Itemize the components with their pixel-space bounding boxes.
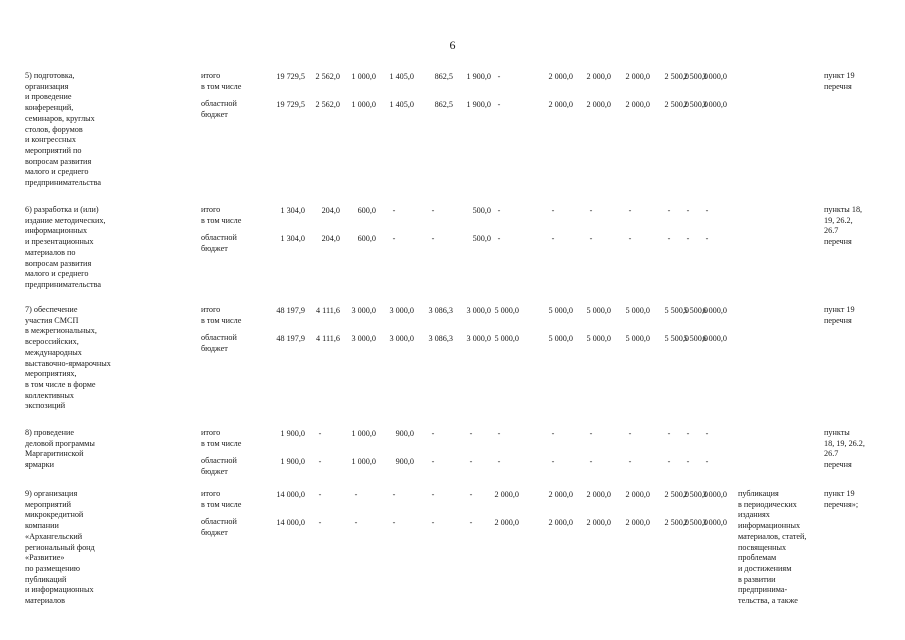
amount-cell: -	[705, 206, 709, 215]
funding-source-total	[201, 428, 261, 449]
activity-description	[25, 489, 137, 607]
result-line: предпринима-	[738, 585, 788, 595]
description-line: издание методических,	[25, 215, 106, 225]
amount-cell: -	[354, 490, 358, 499]
result-line: посвященных	[738, 542, 787, 552]
amount-cell: 2 000,0	[494, 490, 519, 499]
reference-line: перечня»;	[824, 499, 859, 509]
result-line: изданиях	[738, 510, 770, 520]
amount-cell: 5 500,0	[664, 334, 689, 343]
source-label: итого	[201, 305, 221, 314]
amount-cell: 1 405,0	[389, 100, 414, 109]
amount-cell: 5 500,0	[683, 334, 708, 343]
amount-cell: 2 000,0	[625, 100, 650, 109]
amount-cell: -	[551, 429, 555, 438]
amount-cell: -	[667, 457, 671, 466]
amount-cell: 900,0	[395, 457, 414, 466]
amount-cell: 1 405,0	[389, 72, 414, 81]
source-label: областной	[201, 517, 237, 526]
description-line: деловой программы	[25, 438, 95, 448]
amount-cell: 862,5	[434, 72, 453, 81]
list-reference	[824, 71, 884, 92]
description-line: Маргаритинской	[25, 449, 84, 459]
amount-cell: -	[354, 518, 358, 527]
reference-line: пункт 19	[824, 71, 855, 80]
description-line: 7) обеспечение	[25, 305, 78, 314]
funding-source-regional	[201, 233, 261, 254]
result-line: материалов, статей,	[738, 531, 807, 541]
description-line: «Развитие»	[25, 553, 65, 563]
amount-cell: -	[589, 234, 593, 243]
amount-cell: -	[705, 234, 709, 243]
amount-cell: -	[497, 206, 501, 215]
description-line: организация	[25, 81, 69, 91]
amount-cell: 2 000,0	[494, 518, 519, 527]
activity-description	[25, 428, 137, 471]
description-line: предпринимательства	[25, 279, 101, 289]
description-line: и информационных	[25, 585, 94, 595]
reference-line: 26.7	[824, 226, 839, 236]
description-line: семинаров, круглых	[25, 113, 95, 123]
amount-cell: 1 900,0	[280, 429, 305, 438]
result-line: в развитии	[738, 574, 776, 584]
amount-cell: 2 500,0	[683, 490, 708, 499]
amount-cell: 3 000,0	[702, 490, 727, 499]
amount-cell: 1 000,0	[351, 100, 376, 109]
activity-description	[25, 71, 137, 189]
funding-source-total	[201, 489, 261, 510]
amount-cell: -	[497, 234, 501, 243]
amount-cell: 5 000,0	[625, 306, 650, 315]
description-line: и конгрессных	[25, 135, 76, 145]
amount-cell: 5 000,0	[586, 334, 611, 343]
amount-cell: 3 086,3	[428, 334, 453, 343]
amount-cell: -	[469, 457, 473, 466]
amount-cell: 1 000,0	[351, 457, 376, 466]
amount-cell: -	[497, 100, 501, 109]
amount-cell: 19 729,5	[276, 100, 305, 109]
funding-source-regional	[201, 99, 261, 120]
amount-cell: 2 000,0	[548, 518, 573, 527]
description-line: ярмарки	[25, 460, 54, 470]
amount-cell: 204,0	[321, 206, 340, 215]
result-line: в периодических	[738, 499, 797, 509]
amount-cell: -	[497, 429, 501, 438]
amount-cell: -	[318, 518, 322, 527]
amount-cell: -	[686, 457, 690, 466]
amount-cell: 3 000,0	[702, 518, 727, 527]
amount-cell: -	[431, 490, 435, 499]
amount-cell: -	[431, 234, 435, 243]
description-line: микрокредитной	[25, 510, 84, 520]
amount-cell: -	[628, 429, 632, 438]
amount-cell: -	[686, 234, 690, 243]
description-line: предпринимательства	[25, 178, 101, 188]
amount-cell: -	[469, 490, 473, 499]
list-reference	[824, 305, 884, 326]
amount-cell: 1 900,0	[466, 72, 491, 81]
source-label: итого	[201, 71, 221, 80]
reference-line: 26.7	[824, 449, 839, 459]
description-line: коллективных	[25, 390, 75, 400]
reference-line: пункт 19	[824, 305, 855, 314]
amount-cell: 19 729,5	[276, 72, 305, 81]
description-line: и презентационных	[25, 237, 94, 247]
description-line: мероприятиях,	[25, 369, 77, 379]
amount-cell: 5 000,0	[494, 334, 519, 343]
amount-cell: 2 500,0	[664, 518, 689, 527]
amount-cell: -	[318, 457, 322, 466]
description-line: в межрегиональных,	[25, 326, 97, 336]
amount-cell: 3 000,0	[389, 306, 414, 315]
amount-cell: 3 000,0	[351, 306, 376, 315]
amount-cell: 2 500,0	[664, 490, 689, 499]
description-line: по размещению	[25, 563, 81, 573]
amount-cell: -	[392, 234, 396, 243]
amount-cell: 2 500,0	[683, 100, 708, 109]
amount-cell: -	[392, 206, 396, 215]
reference-line: перечня	[824, 315, 852, 325]
source-label: бюджет	[201, 243, 228, 253]
source-label: бюджет	[201, 109, 228, 119]
description-line: 9) организация	[25, 489, 78, 498]
description-line: материалов	[25, 596, 65, 606]
source-label: областной	[201, 456, 237, 465]
reference-line: 18, 19, 26.2,	[824, 438, 865, 448]
amount-cell: -	[392, 490, 396, 499]
description-line: «Архангельский	[25, 531, 83, 541]
amount-cell: 6 000,0	[702, 334, 727, 343]
amount-cell: 3 000,0	[466, 306, 491, 315]
amount-cell: 3 000,0	[351, 334, 376, 343]
amount-cell: 3 000,0	[702, 72, 727, 81]
amount-cell: 2 562,0	[315, 72, 340, 81]
amount-cell: 5 500,0	[664, 306, 689, 315]
amount-cell: 862,5	[434, 100, 453, 109]
amount-cell: -	[551, 457, 555, 466]
description-line: участия СМСП	[25, 315, 79, 325]
amount-cell: -	[628, 206, 632, 215]
funding-source-regional	[201, 517, 261, 538]
reference-line: перечня	[824, 460, 852, 470]
amount-cell: -	[431, 429, 435, 438]
description-line: региональный фонд	[25, 542, 95, 552]
result-line: информационных	[738, 521, 801, 531]
amount-cell: 2 000,0	[548, 490, 573, 499]
source-label: в том числе	[201, 499, 242, 509]
amount-cell: -	[469, 518, 473, 527]
amount-cell: 1 900,0	[280, 457, 305, 466]
amount-cell: 1 304,0	[280, 234, 305, 243]
amount-cell: -	[667, 206, 671, 215]
amount-cell: 48 197,9	[276, 306, 305, 315]
amount-cell: 3 086,3	[428, 306, 453, 315]
amount-cell: 2 000,0	[625, 72, 650, 81]
amount-cell: -	[686, 429, 690, 438]
amount-cell: 2 500,0	[664, 72, 689, 81]
description-line: вопросам развития	[25, 156, 92, 166]
description-line: всероссийских,	[25, 337, 79, 347]
description-line: мероприятий	[25, 499, 71, 509]
amount-cell: 3 000,0	[702, 100, 727, 109]
amount-cell: 2 000,0	[586, 518, 611, 527]
description-line: в том числе в форме	[25, 379, 96, 389]
result-line: публикация	[738, 489, 779, 498]
list-reference	[824, 489, 884, 510]
amount-cell: 2 000,0	[586, 100, 611, 109]
funding-source-regional	[201, 333, 261, 354]
amount-cell: -	[705, 429, 709, 438]
description-line: материалов по	[25, 247, 76, 257]
amount-cell: 5 000,0	[586, 306, 611, 315]
source-label: областной	[201, 333, 237, 342]
reference-line: пункты	[824, 428, 850, 437]
description-line: малого и среднего	[25, 269, 89, 279]
amount-cell: -	[667, 429, 671, 438]
funding-source-total	[201, 205, 261, 226]
source-label: итого	[201, 205, 221, 214]
funding-source-total	[201, 305, 261, 326]
reference-line: 19, 26.2,	[824, 215, 853, 225]
amount-cell: 2 562,0	[315, 100, 340, 109]
amount-cell: 5 500,0	[683, 306, 708, 315]
amount-cell: -	[392, 518, 396, 527]
amount-cell: -	[497, 457, 501, 466]
amount-cell: 2 000,0	[548, 100, 573, 109]
amount-cell: 500,0	[472, 206, 491, 215]
amount-cell: -	[431, 206, 435, 215]
source-label: бюджет	[201, 466, 228, 476]
amount-cell: -	[589, 206, 593, 215]
amount-cell: 3 000,0	[389, 334, 414, 343]
description-line: вопросам развития	[25, 258, 92, 268]
description-line: столов, форумов	[25, 124, 83, 134]
amount-cell: -	[705, 457, 709, 466]
amount-cell: 48 197,9	[276, 334, 305, 343]
amount-cell: -	[431, 518, 435, 527]
list-reference	[824, 428, 884, 471]
description-line: мероприятий по	[25, 145, 82, 155]
description-line: информационных	[25, 226, 88, 236]
amount-cell: 600,0	[357, 234, 376, 243]
description-line: выставочно-ярмарочных	[25, 358, 111, 368]
amount-cell: 2 000,0	[625, 518, 650, 527]
description-line: и проведение	[25, 92, 72, 102]
activity-description	[25, 305, 137, 412]
amount-cell: 6 000,0	[702, 306, 727, 315]
source-label: итого	[201, 428, 221, 437]
amount-cell: -	[469, 429, 473, 438]
amount-cell: -	[686, 206, 690, 215]
result-line: проблемам	[738, 553, 777, 563]
source-label: итого	[201, 489, 221, 498]
description-line: 6) разработка и (или)	[25, 205, 99, 214]
reference-line: пункты 18,	[824, 205, 863, 214]
amount-cell: 2 500,0	[683, 72, 708, 81]
description-line: публикаций	[25, 574, 67, 584]
amount-cell: 2 000,0	[548, 72, 573, 81]
amount-cell: -	[551, 234, 555, 243]
source-label: в том числе	[201, 438, 242, 448]
source-label: бюджет	[201, 343, 228, 353]
amount-cell: 1 304,0	[280, 206, 305, 215]
amount-cell: 4 111,6	[316, 306, 340, 315]
description-line: 5) подготовка,	[25, 71, 75, 80]
amount-cell: 5 000,0	[548, 306, 573, 315]
source-label: областной	[201, 99, 237, 108]
amount-cell: 5 000,0	[494, 306, 519, 315]
reference-line: перечня	[824, 81, 852, 91]
amount-cell: 1 000,0	[351, 429, 376, 438]
amount-cell: 2 500,0	[664, 100, 689, 109]
description-line: малого и среднего	[25, 167, 89, 177]
description-line: компании	[25, 521, 59, 531]
amount-cell: 14 000,0	[276, 490, 305, 499]
page-number: 6	[449, 38, 456, 52]
amount-cell: 1 000,0	[351, 72, 376, 81]
description-line: международных	[25, 347, 82, 357]
activity-description	[25, 205, 137, 291]
reference-line: пункт 19	[824, 489, 855, 498]
source-label: в том числе	[201, 81, 242, 91]
result-line: и достижениям	[738, 563, 792, 573]
result-line: тельства, а также	[738, 596, 798, 606]
amount-cell: 2 000,0	[586, 72, 611, 81]
source-label: в том числе	[201, 315, 242, 325]
description-line: 8) проведение	[25, 428, 74, 437]
amount-cell: 2 500,0	[683, 518, 708, 527]
amount-cell: -	[589, 457, 593, 466]
amount-cell: 4 111,6	[316, 334, 340, 343]
funding-source-total	[201, 71, 261, 92]
amount-cell: -	[497, 72, 501, 81]
funding-source-regional	[201, 456, 261, 477]
amount-cell: 900,0	[395, 429, 414, 438]
amount-cell: 204,0	[321, 234, 340, 243]
amount-cell: -	[318, 490, 322, 499]
amount-cell: -	[318, 429, 322, 438]
source-label: областной	[201, 233, 237, 242]
amount-cell: -	[431, 457, 435, 466]
description-line: экспозиций	[25, 401, 66, 411]
expected-result	[738, 489, 823, 607]
amount-cell: 2 000,0	[625, 490, 650, 499]
description-line: конференций,	[25, 103, 74, 113]
amount-cell: -	[628, 457, 632, 466]
amount-cell: -	[628, 234, 632, 243]
amount-cell: 5 000,0	[625, 334, 650, 343]
amount-cell: -	[589, 429, 593, 438]
amount-cell: 600,0	[357, 206, 376, 215]
amount-cell: -	[551, 206, 555, 215]
reference-line: перечня	[824, 237, 852, 247]
amount-cell: 1 900,0	[466, 100, 491, 109]
amount-cell: 5 000,0	[548, 334, 573, 343]
amount-cell: 14 000,0	[276, 518, 305, 527]
amount-cell: 500,0	[472, 234, 491, 243]
amount-cell: -	[667, 234, 671, 243]
amount-cell: 2 000,0	[586, 490, 611, 499]
source-label: в том числе	[201, 215, 242, 225]
amount-cell: 3 000,0	[466, 334, 491, 343]
list-reference	[824, 205, 884, 248]
source-label: бюджет	[201, 527, 228, 537]
